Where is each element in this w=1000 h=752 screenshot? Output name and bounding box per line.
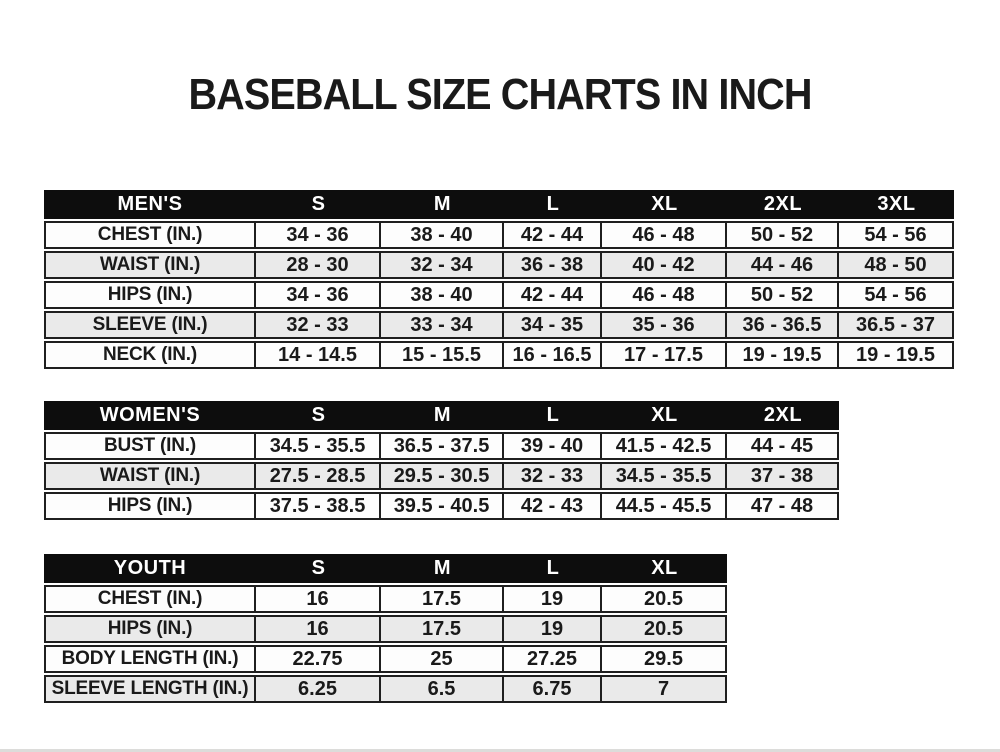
size-value-cell: 29.5 [602,645,727,673]
row-label-cell: CHEST (IN.) [44,221,256,249]
size-value-cell: 19 - 19.5 [839,341,954,369]
womens-size-table [44,399,839,522]
table-group-label: WOMEN'S [44,401,256,430]
measurement-row [44,311,954,339]
size-value-cell: 22.75 [256,645,381,673]
row-label-cell: HIPS (IN.) [44,492,256,520]
size-column-header: XL [602,190,727,219]
size-value-cell: 50 - 52 [727,281,839,309]
size-value-cell: 16 - 16.5 [504,341,602,369]
page-title: BASEBALL SIZE CHARTS IN INCH [188,70,812,119]
measurement-row [44,341,954,369]
table-header-row [44,401,839,430]
measurement-row [44,585,727,613]
size-value-cell: 17.5 [381,615,504,643]
size-value-cell: 20.5 [602,615,727,643]
size-column-header: 2XL [727,401,839,430]
size-value-cell: 46 - 48 [602,281,727,309]
row-label-cell: HIPS (IN.) [44,615,256,643]
size-value-cell: 34.5 - 35.5 [256,432,381,460]
table-header-row [44,190,954,219]
size-value-cell: 33 - 34 [381,311,504,339]
size-value-cell: 7 [602,675,727,703]
measurement-row [44,675,727,703]
size-value-cell: 17.5 [381,585,504,613]
size-value-cell: 32 - 33 [504,462,602,490]
size-column-header: S [256,401,381,430]
row-label-cell: SLEEVE (IN.) [44,311,256,339]
measurement-row [44,221,954,249]
size-value-cell: 16 [256,615,381,643]
size-value-cell: 38 - 40 [381,221,504,249]
size-value-cell: 44 - 45 [727,432,839,460]
table-group-label: MEN'S [44,190,256,219]
size-value-cell: 37.5 - 38.5 [256,492,381,520]
size-value-cell: 41.5 - 42.5 [602,432,727,460]
size-value-cell: 36.5 - 37 [839,311,954,339]
size-value-cell: 36 - 36.5 [727,311,839,339]
size-column-header: 3XL [839,190,954,219]
youth-size-chart [44,552,727,705]
size-value-cell: 34 - 36 [256,281,381,309]
size-value-cell: 27.25 [504,645,602,673]
size-value-cell: 40 - 42 [602,251,727,279]
size-value-cell: 16 [256,585,381,613]
mens-size-table [44,188,954,371]
size-column-header: XL [602,401,727,430]
measurement-row [44,645,727,673]
measurement-row [44,281,954,309]
size-value-cell: 28 - 30 [256,251,381,279]
size-value-cell: 29.5 - 30.5 [381,462,504,490]
size-value-cell: 42 - 43 [504,492,602,520]
measurement-row [44,251,954,279]
size-value-cell: 46 - 48 [602,221,727,249]
size-column-header: XL [602,554,727,583]
measurement-row [44,615,727,643]
size-value-cell: 34.5 - 35.5 [602,462,727,490]
size-value-cell: 6.75 [504,675,602,703]
size-value-cell: 50 - 52 [727,221,839,249]
row-label-cell: WAIST (IN.) [44,251,256,279]
size-value-cell: 48 - 50 [839,251,954,279]
size-value-cell: 15 - 15.5 [381,341,504,369]
measurement-row [44,432,839,460]
size-value-cell: 54 - 56 [839,221,954,249]
size-value-cell: 36.5 - 37.5 [381,432,504,460]
size-value-cell: 36 - 38 [504,251,602,279]
size-value-cell: 32 - 33 [256,311,381,339]
size-column-header: M [381,401,504,430]
size-value-cell: 34 - 35 [504,311,602,339]
size-value-cell: 42 - 44 [504,221,602,249]
measurement-row [44,462,839,490]
size-column-header: L [504,554,602,583]
size-value-cell: 38 - 40 [381,281,504,309]
size-value-cell: 34 - 36 [256,221,381,249]
size-column-header: L [504,401,602,430]
row-label-cell: NECK (IN.) [44,341,256,369]
size-value-cell: 20.5 [602,585,727,613]
row-label-cell: SLEEVE LENGTH (IN.) [44,675,256,703]
size-column-header: S [256,554,381,583]
table-group-label: YOUTH [44,554,256,583]
row-label-cell: CHEST (IN.) [44,585,256,613]
size-value-cell: 32 - 34 [381,251,504,279]
size-value-cell: 19 [504,585,602,613]
row-label-cell: HIPS (IN.) [44,281,256,309]
size-value-cell: 19 [504,615,602,643]
size-value-cell: 6.5 [381,675,504,703]
size-value-cell: 25 [381,645,504,673]
mens-size-chart [44,188,954,371]
size-value-cell: 19 - 19.5 [727,341,839,369]
size-column-header: 2XL [727,190,839,219]
row-label-cell: BUST (IN.) [44,432,256,460]
size-column-header: S [256,190,381,219]
size-value-cell: 37 - 38 [727,462,839,490]
size-value-cell: 35 - 36 [602,311,727,339]
size-column-header: L [504,190,602,219]
size-value-cell: 14 - 14.5 [256,341,381,369]
size-value-cell: 39 - 40 [504,432,602,460]
size-value-cell: 6.25 [256,675,381,703]
size-value-cell: 44 - 46 [727,251,839,279]
row-label-cell: BODY LENGTH (IN.) [44,645,256,673]
row-label-cell: WAIST (IN.) [44,462,256,490]
size-column-header: M [381,190,504,219]
womens-size-chart [44,399,839,522]
size-value-cell: 44.5 - 45.5 [602,492,727,520]
size-column-header: M [381,554,504,583]
youth-size-table [44,552,727,705]
size-value-cell: 39.5 - 40.5 [381,492,504,520]
size-value-cell: 17 - 17.5 [602,341,727,369]
table-header-row [44,554,727,583]
measurement-row [44,492,839,520]
size-value-cell: 54 - 56 [839,281,954,309]
size-value-cell: 27.5 - 28.5 [256,462,381,490]
size-value-cell: 42 - 44 [504,281,602,309]
size-value-cell: 47 - 48 [727,492,839,520]
